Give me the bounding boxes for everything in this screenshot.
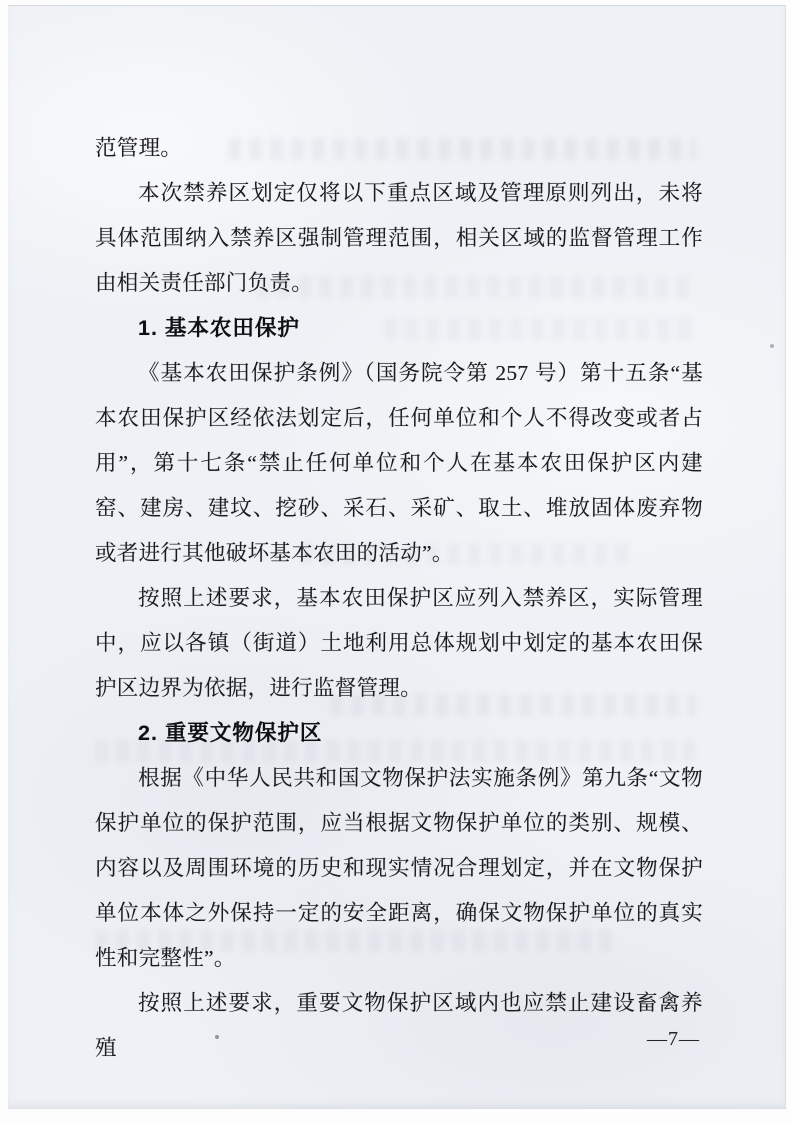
paragraph-continuation: 范管理。 — [95, 136, 183, 160]
page-number: —7— — [647, 1028, 700, 1050]
section-1-heading: 1. 基本农田保护 — [138, 316, 300, 340]
section-2-requirement-paragraph: 按照上述要求，重要文物保护区域内也应禁止建设畜禽养殖 — [95, 991, 703, 1060]
section-1-requirement-paragraph: 按照上述要求，基本农田保护区应列入禁养区，实际管理中，应以各镇（街道）土地利用总体规划中划定的基本农田保护区边界为依据，进行监督管理。 — [95, 586, 703, 700]
paragraph-intro: 本次禁养区划定仅将以下重点区域及管理原则列出，未将具体范围纳入禁养区强制管理范围，相关区域的监督管理工作由相关责任部门负责。 — [95, 181, 703, 295]
document-body — [95, 126, 703, 1071]
section-2-regulation-paragraph: 根据《中华人民共和国文物保护法实施条例》第九条“文物保护单位的保护范围，应当根据文物保护单位的类别、规模、内容以及周围环境的历史和现实情况合理划定，并在文物保护单位本体之外保持一定的安全距离，确保文物保护单位的真实性和完整性”。 — [95, 766, 703, 970]
scan-speck — [770, 344, 774, 348]
section-2-heading: 2. 重要文物保护区 — [138, 721, 323, 745]
section-1-regulation-paragraph: 《基本农田保护条例》（国务院令第 257 号）第十五条“基本农田保护区经依法划定后，任何单位和个人不得改变或者占用”，第十七条“禁止任何单位和个人在基本农田保护区内建窑、建房、建坟、挖砂、采石、采矿、取土、堆放固体废弃物或者进行其他破坏基本农田的活动”。 — [95, 361, 703, 565]
